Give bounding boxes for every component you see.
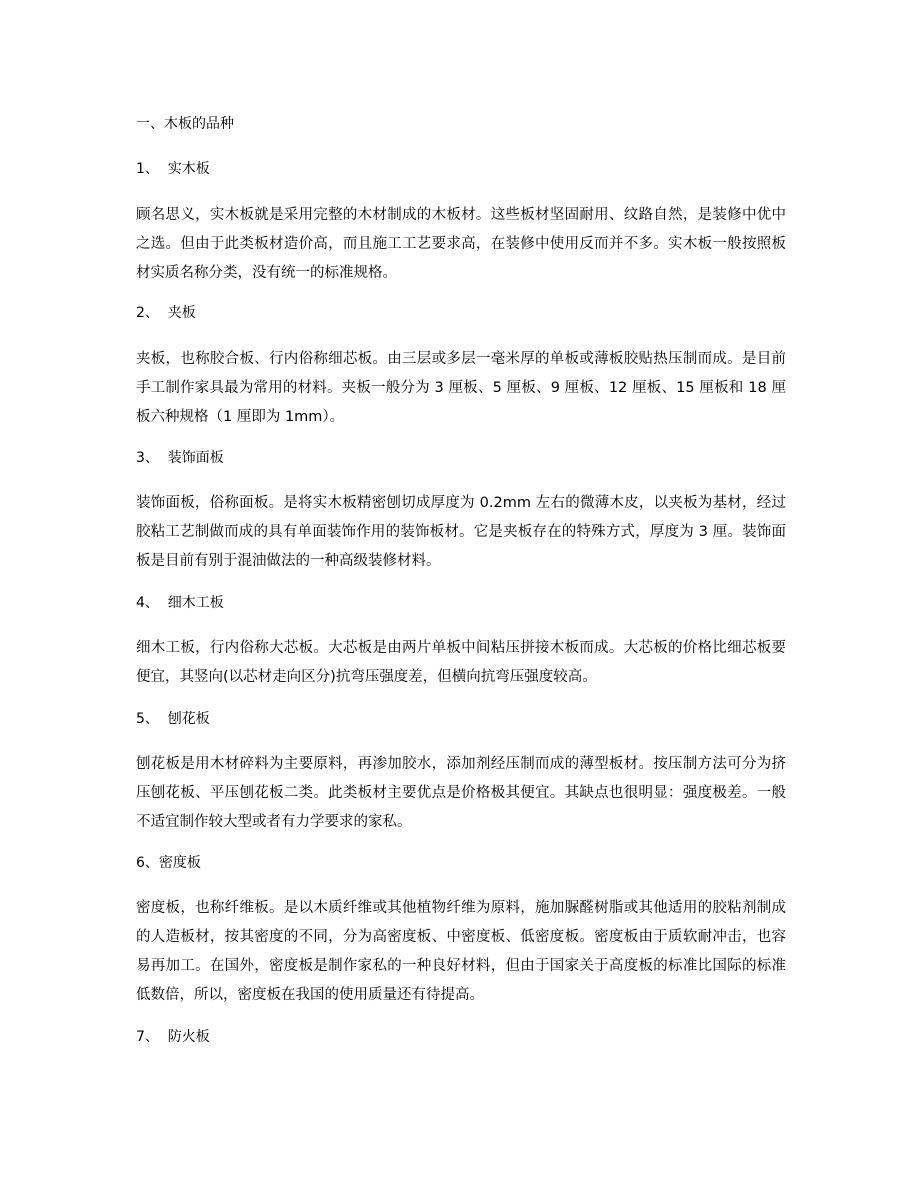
section-heading-4: 4、 细木工板 (136, 595, 224, 611)
section-heading-7: 7、 防火板 (136, 1029, 210, 1045)
section-heading-3: 3、 装饰面板 (136, 450, 224, 466)
section-body-3: 装饰面板，俗称面板。是将实木板精密刨切成厚度为 0.2mm 左右的微薄木皮，以夹板为基材，经过胶粘工艺制做而成的具有单面装饰作用的装饰板材。它是夹板存在的特殊方式，厚度为 3 厘。装饰面板是目前有别于混油做法的一种高级装修材料。 (136, 495, 786, 569)
section-body-5: 刨花板是用木材碎料为主要原料，再渗加胶水，添加剂经压制而成的薄型板材。按压制方法可分为挤压刨花板、平压刨花板二类。此类板材主要优点是价格极其便宜。其缺点也很明显：强度极差。一般不适宜制作较大型或者有力学要求的家私。 (136, 756, 786, 830)
section-body-2: 夹板，也称胶合板、行内俗称细芯板。由三层或多层一毫米厚的单板或薄板胶贴热压制而成。是目前手工制作家具最为常用的材料。夹板一般分为 3 厘板、5 厘板、9 厘板、12 厘板、15 厘板和 18 厘板六种规格（1 厘即为 1mm）。 (136, 351, 786, 425)
section-body-6: 密度板，也称纤维板。是以木质纤维或其他植物纤维为原料，施加脲醛树脂或其他适用的胶粘剂制成的人造板材，按其密度的不同，分为高密度板、中密度板、低密度板。密度板由于质软耐冲击，也容易再加工。在国外，密度板是制作家私的一种良好材料，但由于国家关于高度板的标准比国际的标准低数倍，所以，密度板在我国的使用质量还有待提高。 (136, 900, 786, 1003)
section-title: 一、木板的品种 (136, 116, 234, 132)
section-body-1: 顾名思义，实木板就是采用完整的木材制成的木板材。这些板材坚固耐用、纹路自然，是装修中优中之选。但由于此类板材造价高，而且施工工艺要求高，在装修中使用反而并不多。实木板一般按照板材实质名称分类，没有统一的标准规格。 (136, 207, 786, 281)
section-body-4: 细木工板，行内俗称大芯板。大芯板是由两片单板中间粘压拼接木板而成。大芯板的价格比细芯板要便宜，其竖向(以芯材走向区分)抗弯压强度差，但横向抗弯压强度较高。 (136, 640, 786, 685)
section-heading-6: 6、密度板 (136, 855, 201, 871)
section-heading-5: 5、 刨花板 (136, 711, 210, 727)
section-heading-1: 1、 实木板 (136, 161, 210, 177)
section-heading-2: 2、 夹板 (136, 305, 196, 321)
